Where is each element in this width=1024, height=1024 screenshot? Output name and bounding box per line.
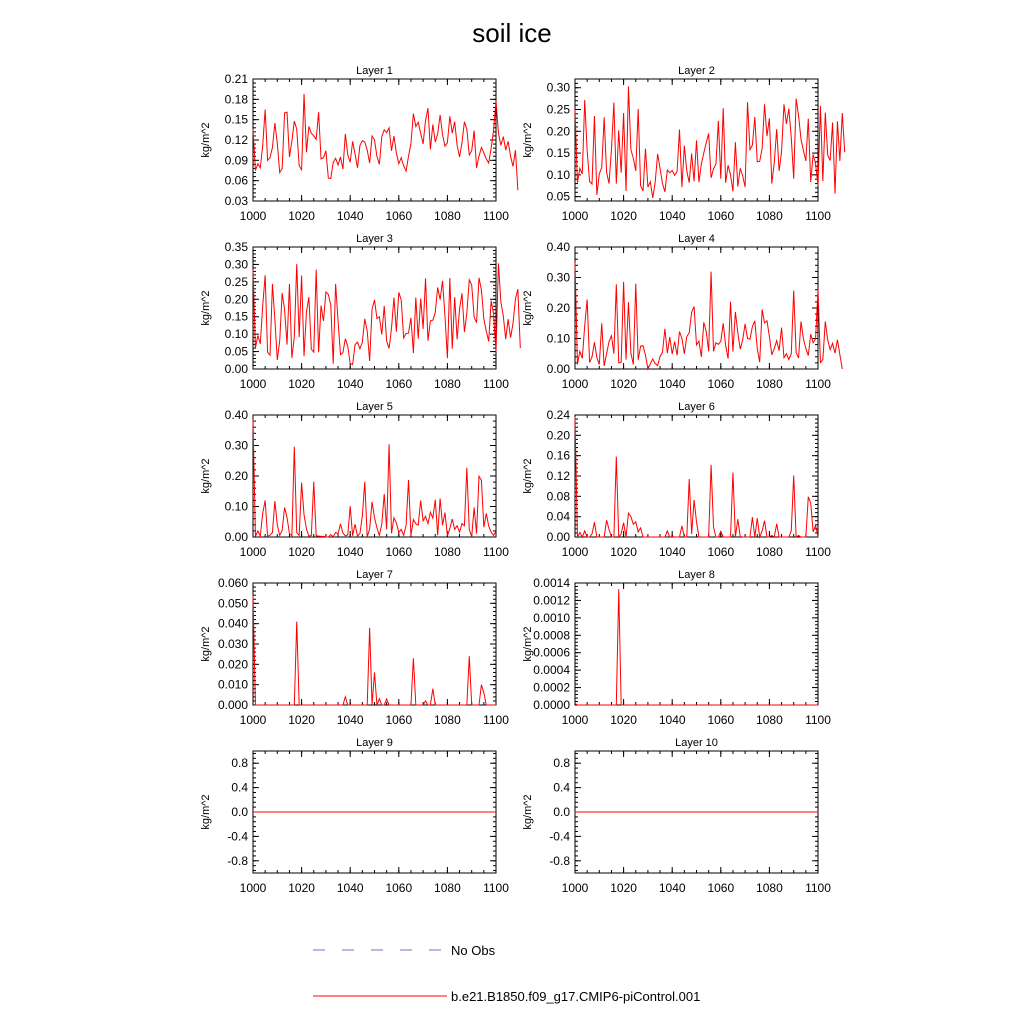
y-tick-label: 0.12	[224, 133, 248, 147]
y-tick-label: 0.08	[546, 489, 570, 504]
y-tick-label: 0.010	[217, 677, 248, 692]
series-line	[575, 86, 845, 198]
y-tick-label: 0.21	[224, 72, 248, 86]
x-tick-label: 1100	[805, 881, 831, 895]
y-tick-label: 0.24	[546, 408, 570, 422]
y-tick-label: 0.0000	[533, 698, 570, 712]
y-tick-label: 0.40	[224, 408, 248, 422]
x-tick-label: 1080	[434, 881, 461, 895]
y-tick-label: 0.00	[546, 362, 570, 376]
y-tick-label: 0.25	[546, 102, 570, 117]
y-tick-label: -0.4	[227, 829, 248, 844]
x-tick-label: 1100	[483, 713, 509, 727]
y-tick-label: 0.20	[546, 301, 570, 315]
x-tick-label: 1060	[707, 881, 735, 895]
y-tick-label: -0.4	[549, 829, 570, 844]
y-tick-label: 0.00	[546, 530, 570, 544]
x-tick-label: 1020	[288, 545, 315, 559]
panel-title: Layer 2	[678, 65, 715, 77]
y-tick-label: 0.040	[217, 616, 248, 631]
x-tick-label: 1020	[610, 545, 637, 559]
x-tick-label: 1060	[707, 377, 735, 391]
panel-title: Layer 5	[356, 401, 393, 413]
y-tick-label: 0.15	[224, 112, 248, 127]
y-tick-label: 0.25	[224, 274, 248, 289]
y-tick-label: 0.0008	[533, 628, 570, 643]
y-axis-label: kg/m^2	[200, 626, 212, 662]
x-tick-label: 1040	[336, 209, 364, 223]
y-tick-label: 0.0006	[533, 645, 570, 660]
panel-layer-5	[200, 401, 509, 559]
x-tick-label: 1060	[385, 545, 413, 559]
x-tick-label: 1100	[483, 545, 509, 559]
y-axis-label: kg/m^2	[522, 794, 534, 830]
x-tick-label: 1060	[385, 881, 413, 895]
x-tick-label: 1060	[707, 209, 735, 223]
y-tick-label: 0.09	[224, 153, 248, 168]
x-tick-label: 1020	[610, 377, 637, 391]
series-line	[253, 263, 520, 364]
y-tick-label: 0.06	[224, 173, 248, 188]
y-axis-label: kg/m^2	[200, 290, 212, 326]
x-tick-label: 1100	[805, 209, 831, 223]
series-line	[575, 417, 818, 537]
x-tick-label: 1020	[610, 209, 637, 223]
y-tick-label: -0.8	[549, 853, 570, 868]
x-tick-label: 1100	[805, 377, 831, 391]
y-tick-label: 0.15	[224, 309, 248, 324]
x-tick-label: 1000	[239, 545, 267, 559]
y-tick-label: 0.16	[546, 448, 570, 463]
y-tick-label: 0.30	[224, 438, 248, 453]
panel-layer-10	[522, 737, 831, 895]
panel-title: Layer 10	[675, 737, 718, 749]
panel-layer-3	[200, 233, 520, 391]
x-tick-label: 1100	[805, 713, 831, 727]
x-tick-label: 1040	[336, 881, 364, 895]
legend-no-obs-label: No Obs	[451, 943, 496, 958]
series-line	[253, 94, 518, 190]
y-tick-label: 0.20	[546, 428, 570, 443]
x-tick-label: 1060	[385, 209, 413, 223]
y-tick-label: 0.20	[546, 124, 570, 139]
plot-frame	[575, 583, 818, 705]
y-tick-label: 0.10	[546, 167, 570, 182]
y-tick-label: 0.8	[231, 756, 248, 771]
y-tick-label: 0.4	[231, 780, 248, 795]
y-tick-label: 0.030	[217, 637, 248, 651]
y-tick-label: 0.050	[217, 596, 248, 611]
x-tick-label: 1000	[239, 209, 267, 223]
y-tick-label: 0.15	[546, 146, 570, 161]
y-tick-label: 0.020	[217, 657, 248, 672]
x-tick-label: 1060	[385, 713, 413, 727]
y-tick-label: 0.0014	[533, 576, 570, 590]
y-axis-label: kg/m^2	[522, 290, 534, 326]
y-tick-label: 0.30	[546, 80, 570, 95]
y-tick-label: 0.03	[224, 194, 248, 208]
x-tick-label: 1080	[434, 545, 461, 559]
x-tick-label: 1000	[561, 377, 589, 391]
y-tick-label: 0.40	[546, 240, 570, 254]
series-line	[575, 262, 842, 369]
x-tick-label: 1040	[658, 209, 686, 223]
panel-title: Layer 6	[678, 401, 715, 413]
y-tick-label: 0.060	[217, 576, 248, 590]
x-tick-label: 1000	[239, 377, 267, 391]
x-tick-label: 1000	[561, 713, 589, 727]
panel-layer-6	[522, 401, 831, 559]
x-tick-label: 1060	[707, 713, 735, 727]
y-axis-label: kg/m^2	[522, 122, 534, 158]
y-tick-label: 0.0012	[533, 593, 570, 608]
panel-layer-9	[200, 737, 509, 895]
x-tick-label: 1020	[288, 209, 315, 223]
y-tick-label: 0.10	[224, 327, 248, 342]
y-axis-label: kg/m^2	[200, 458, 212, 494]
y-tick-label: 0.0010	[533, 610, 570, 625]
y-tick-label: 0.05	[224, 344, 248, 359]
y-tick-label: 0.8	[553, 756, 570, 771]
y-axis-label: kg/m^2	[522, 458, 534, 494]
panel-layer-4	[522, 233, 842, 391]
series-line	[253, 420, 496, 537]
x-tick-label: 1060	[385, 377, 413, 391]
panel-title: Layer 4	[678, 233, 715, 245]
panel-layer-8	[522, 569, 831, 727]
y-tick-label: 0.12	[546, 469, 570, 483]
series-line	[253, 595, 496, 705]
y-tick-label: 0.0	[231, 805, 248, 819]
y-tick-label: 0.4	[553, 780, 570, 795]
x-tick-label: 1040	[658, 545, 686, 559]
y-axis-label: kg/m^2	[200, 122, 212, 158]
y-tick-label: -0.8	[227, 853, 248, 868]
y-tick-label: 0.30	[546, 270, 570, 285]
x-tick-label: 1040	[658, 713, 686, 727]
x-tick-label: 1080	[756, 713, 783, 727]
x-tick-label: 1100	[483, 881, 509, 895]
y-tick-label: 0.05	[546, 189, 570, 204]
x-tick-label: 1040	[336, 713, 364, 727]
panels	[200, 65, 845, 895]
x-tick-label: 1100	[805, 545, 831, 559]
panel-layer-7	[200, 569, 509, 727]
x-tick-label: 1040	[658, 377, 686, 391]
x-tick-label: 1020	[610, 881, 637, 895]
y-tick-label: 0.00	[224, 530, 248, 544]
x-tick-label: 1020	[288, 881, 315, 895]
x-tick-label: 1100	[483, 209, 509, 223]
x-tick-label: 1020	[610, 713, 637, 727]
panel-layer-2	[522, 65, 845, 223]
y-axis-label: kg/m^2	[200, 794, 212, 830]
legend	[313, 943, 700, 1004]
plot-frame	[253, 583, 496, 705]
panel-title: Layer 1	[356, 65, 393, 77]
x-tick-label: 1080	[434, 377, 461, 391]
x-tick-label: 1080	[434, 713, 461, 727]
x-tick-label: 1020	[288, 377, 315, 391]
y-tick-label: 0.0	[553, 805, 570, 819]
y-tick-label: 0.18	[224, 92, 248, 107]
y-tick-label: 0.35	[224, 240, 248, 254]
y-tick-label: 0.00	[224, 362, 248, 376]
panel-title: Layer 7	[356, 569, 393, 581]
panel-title: Layer 8	[678, 569, 715, 581]
x-tick-label: 1080	[756, 881, 783, 895]
x-tick-label: 1040	[336, 377, 364, 391]
panel-layer-1	[200, 65, 518, 223]
y-tick-label: 0.0004	[533, 663, 570, 678]
plot-frame	[575, 247, 818, 369]
x-tick-label: 1080	[756, 209, 783, 223]
x-tick-label: 1040	[658, 881, 686, 895]
x-tick-label: 1060	[707, 545, 735, 559]
x-tick-label: 1080	[756, 377, 783, 391]
x-tick-label: 1000	[239, 881, 267, 895]
series-line	[575, 589, 818, 705]
x-tick-label: 1000	[561, 545, 589, 559]
panel-title: Layer 3	[356, 233, 393, 245]
y-tick-label: 0.30	[224, 257, 248, 272]
y-axis-label: kg/m^2	[522, 626, 534, 662]
y-tick-label: 0.20	[224, 292, 248, 307]
figure-title: soil ice	[472, 18, 552, 48]
y-tick-label: 0.04	[546, 509, 570, 524]
x-tick-label: 1080	[434, 209, 461, 223]
x-tick-label: 1000	[561, 209, 589, 223]
x-tick-label: 1000	[239, 713, 267, 727]
y-tick-label: 0.0002	[533, 680, 570, 695]
x-tick-label: 1100	[483, 377, 509, 391]
x-tick-label: 1080	[756, 545, 783, 559]
panel-title: Layer 9	[356, 737, 393, 749]
legend-model-label: b.e21.B1850.f09_g17.CMIP6-piControl.001	[451, 989, 701, 1004]
x-tick-label: 1020	[288, 713, 315, 727]
x-tick-label: 1040	[336, 545, 364, 559]
y-tick-label: 0.000	[217, 698, 248, 712]
x-tick-label: 1000	[561, 881, 589, 895]
y-tick-label: 0.10	[224, 499, 248, 514]
y-tick-label: 0.20	[224, 469, 248, 483]
y-tick-label: 0.10	[546, 331, 570, 346]
